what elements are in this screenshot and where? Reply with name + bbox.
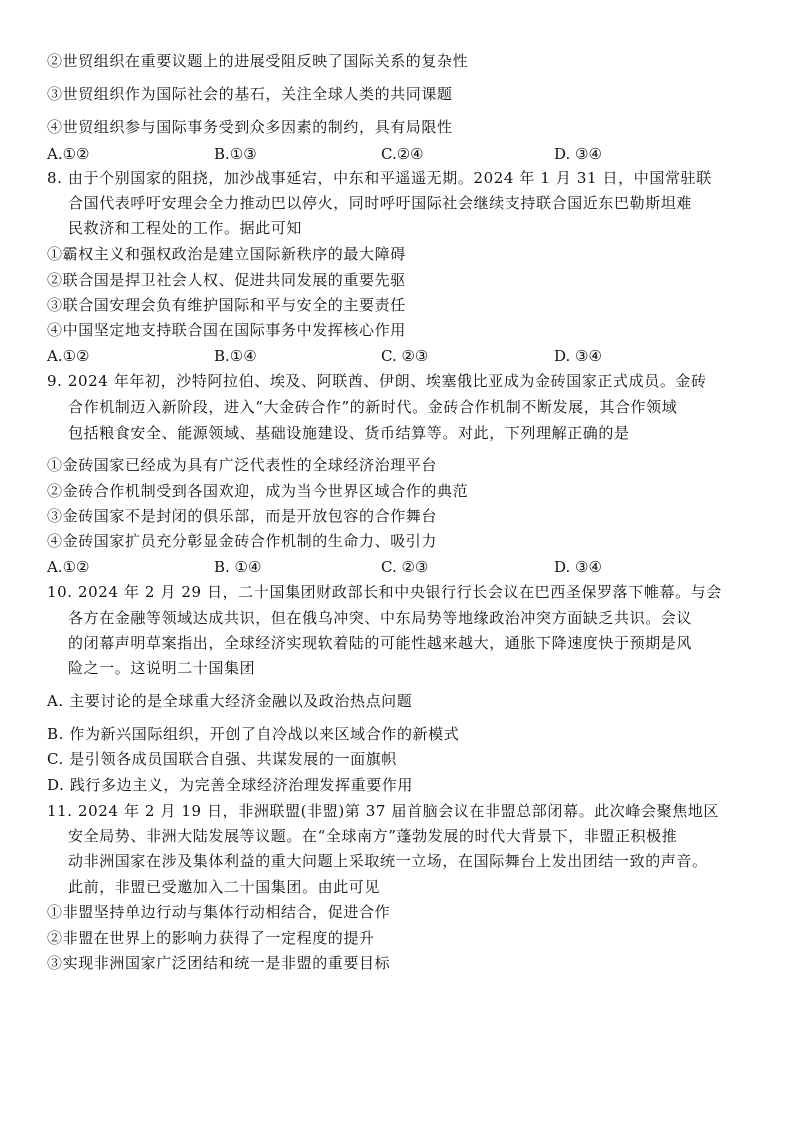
q8-option-a: A.①②	[47, 347, 90, 365]
q9-option-a: A.①②	[47, 558, 90, 576]
q11-stem-line-3: 动非洲国家在涉及集体利益的重大问题上采取统一立场，在国际舞台上发出团结一致的声音。	[68, 852, 708, 870]
q10-stem-line-4: 险之一。这说明二十国集团	[68, 659, 256, 677]
q9-option-c: C. ②③	[381, 558, 429, 576]
q8-option-c: C. ②③	[381, 347, 429, 365]
q8-statement-4: ④中国坚定地支持联合国在国际事务中发挥核心作用	[47, 321, 406, 339]
q11-stem-line-2: 安全局势、非洲大陆发展等议题。在“全球南方”蓬勃发展的时代大背景下，非盟正积极推	[68, 827, 678, 845]
q8-stem-line-3: 民救济和工程处的工作。据此可知	[68, 219, 303, 237]
q10-option-d: D. 践行多边主义，为完善全球经济治理发挥重要作用	[47, 776, 414, 794]
q8-statement-1: ①霸权主义和强权政治是建立国际新秩序的最大障碍	[47, 245, 406, 263]
q7-option-d: D. ③④	[554, 145, 602, 163]
q9-statement-4: ④金砖国家扩员充分彰显金砖合作机制的生命力、吸引力	[47, 532, 438, 550]
q9-option-d: D. ③④	[554, 558, 602, 576]
q9-option-b: B. ①④	[214, 558, 262, 576]
q8-statement-3: ③联合国安理会负有维护国际和平与安全的主要责任	[47, 296, 406, 314]
q7-option-a: A.①②	[47, 145, 90, 163]
q9-statement-3: ③金砖国家不是封闭的俱乐部，而是开放包容的合作舞台	[47, 507, 438, 525]
q7-option-c: C.②④	[381, 145, 424, 163]
q9-stem-line-2: 合作机制迈入新阶段，进入“大金砖合作”的新时代。金砖合作机制不断发展，其合作领域	[68, 398, 678, 416]
q8-stem-line-2: 合国代表呼吁安理会全力推动巴以停火，同时呼吁国际社会继续支持联合国近东巴勒斯坦难	[68, 194, 693, 212]
q9-stem-line-3: 包括粮食安全、能源领域、基础设施建设、货币结算等。对此，下列理解正确的是	[68, 424, 630, 442]
q7-statement-4: ④世贸组织参与国际事务受到众多因素的制约，具有局限性	[47, 118, 453, 136]
q8-option-d: D. ③④	[554, 347, 602, 365]
q11-statement-1: ①非盟坚持单边行动与集体行动相结合，促进合作	[47, 903, 391, 921]
q9-stem-line-1: 9. 2024 年年初，沙特阿拉伯、埃及、阿联酋、伊朗、埃塞俄比亚成为金砖国家正式成员。金砖	[47, 372, 707, 390]
q10-option-c: C. 是引领各成员国联合自强、共谋发展的一面旗帜	[47, 750, 397, 768]
q7-statement-3: ③世贸组织作为国际社会的基石，关注全球人类的共同课题	[47, 85, 453, 103]
q8-stem-line-1: 8. 由于个别国家的阻挠，加沙战事延宕，中东和平遥遥无期。2024 年 1 月 31 日，中国常驻联	[47, 169, 712, 187]
q11-statement-3: ③实现非洲国家广泛团结和统一是非盟的重要目标	[47, 954, 391, 972]
q10-stem-line-2: 各方在金融等领域达成共识，但在俄乌冲突、中东局势等地缘政治冲突方面缺乏共识。会议	[68, 609, 693, 627]
q11-stem-line-4: 此前，非盟已受邀加入二十国集团。由此可见	[68, 878, 381, 896]
q10-option-b: B. 作为新兴国际组织，开创了自冷战以来区域合作的新模式	[47, 725, 460, 743]
q11-stem-line-1: 11. 2024 年 2 月 19 日，非洲联盟(非盟)第 37 届首脑会议在非盟总部闭幕。此次峰会聚焦地区	[47, 802, 719, 820]
q10-stem-line-1: 10. 2024 年 2 月 29 日，二十国集团财政部长和中央银行行长会议在巴西圣保罗落下帷幕。与会	[47, 583, 722, 601]
q9-statement-1: ①金砖国家已经成为具有广泛代表性的全球经济治理平台	[47, 456, 438, 474]
q9-statement-2: ②金砖合作机制受到各国欢迎，成为当今世界区域合作的典范	[47, 482, 469, 500]
q7-statement-2: ②世贸组织在重要议题上的进展受阻反映了国际关系的复杂性	[47, 52, 469, 70]
q11-statement-2: ②非盟在世界上的影响力获得了一定程度的提升	[47, 929, 375, 947]
q8-option-b: B.①④	[214, 347, 257, 365]
q8-statement-2: ②联合国是捍卫社会人权、促进共同发展的重要先驱	[47, 271, 406, 289]
q10-stem-line-3: 的闭幕声明草案指出，全球经济实现软着陆的可能性越来越大，通胀下降速度快于预期是风	[68, 634, 693, 652]
q7-option-b: B.①③	[214, 145, 257, 163]
q10-option-a: A. 主要讨论的是全球重大经济金融以及政治热点问题	[47, 692, 413, 710]
